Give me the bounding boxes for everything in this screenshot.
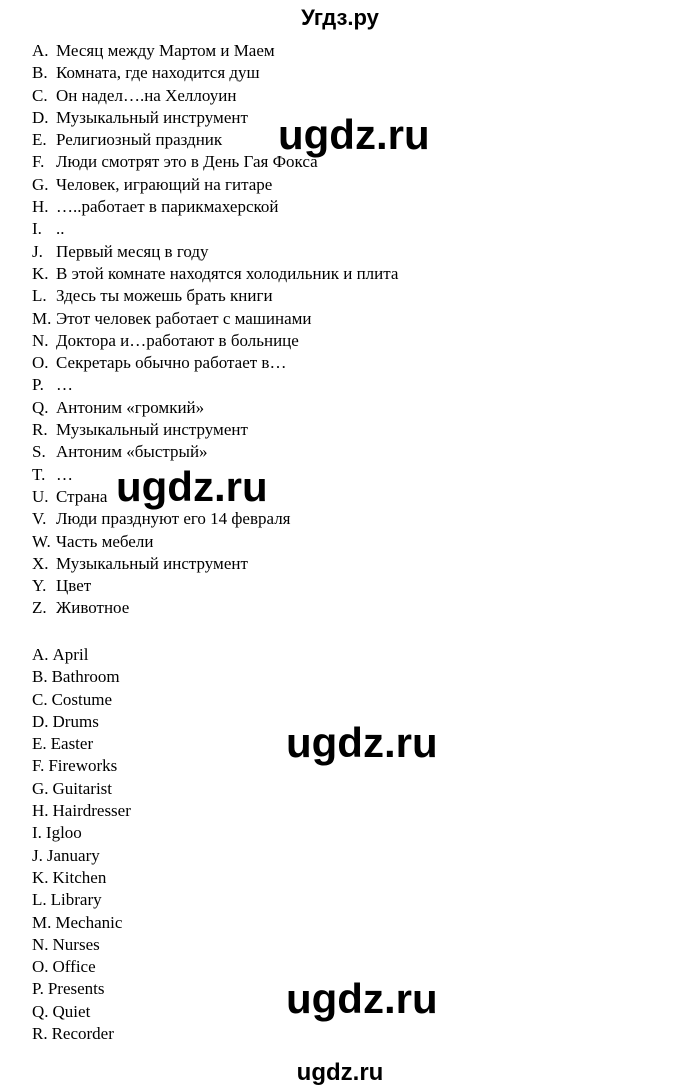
list-item [32,711,131,733]
list-item [32,285,398,307]
clue-text: Здесь ты можешь брать книги [56,286,273,306]
clue-letter: B. [32,63,48,83]
answer-letter: M. [32,912,52,932]
clue-text: Животное [56,598,130,618]
list-item [32,644,131,666]
list-item [32,218,398,240]
list-item [32,575,398,597]
list-item [32,62,398,84]
list-item [32,374,398,396]
clue-text: Люди смотрят это в День Гая Фокса [56,152,318,172]
clue-letter: F. [32,152,45,172]
clue-letter: Q. [32,397,49,417]
list-item [32,85,398,107]
page-footer-text: ugdz.ru [296,1059,384,1086]
answer-letter: Q. [32,1001,49,1021]
answer-text: Recorder [51,1024,114,1044]
list-item [32,397,398,419]
list-item [32,867,131,889]
answer-text: Fireworks [48,756,118,776]
list-item [32,889,131,911]
clue-letter: K. [32,263,49,283]
clue-text: Антоним «быстрый» [56,442,208,462]
list-item [32,597,398,619]
answer-text: Kitchen [52,867,107,887]
list-item [32,778,131,800]
list-item [32,800,131,822]
answer-letter: B. [32,667,48,687]
list-item [32,1001,131,1023]
clue-text: Месяц между Мартом и Маем [56,41,275,60]
clue-letter: T. [32,464,46,484]
clue-letter: V. [32,509,47,529]
answer-text: Nurses [52,934,100,954]
clue-text: Музыкальный инструмент [56,420,248,440]
list-item [32,733,131,755]
watermark: ugdz.ru [116,463,268,510]
list-item [32,912,131,934]
clue-text: Он надел….на Хеллоуин [56,85,237,105]
answer-text: Drums [52,711,99,731]
answer-letter: D. [32,711,49,731]
clue-text: Доктора и…работают в больнице [56,330,299,350]
clue-letter: D. [32,107,49,127]
list-item [32,553,398,575]
clue-letter: P. [32,375,44,395]
clue-text: Музыкальный инструмент [56,553,248,573]
clue-text: Часть мебели [56,531,154,551]
answer-text: Costume [51,689,113,709]
clue-letter: C. [32,85,48,105]
answer-text: Guitarist [52,778,113,798]
clue-letter: X. [32,553,49,573]
answer-text: April [52,645,89,664]
answer-letter: C. [32,689,48,709]
clue-text: Музыкальный инструмент [56,107,248,127]
answer-text: Hairdresser [52,801,131,821]
answer-letter: K. [32,867,49,887]
clue-text: Страна [56,486,108,506]
clue-letter: Z. [32,598,47,618]
clue-text: Комната, где находится душ [56,63,260,83]
answer-text: Igloo [45,823,82,843]
answer-letter: N. [32,934,49,954]
clue-letter: A. [32,41,49,60]
clue-letter: M. [32,308,52,328]
answer-text: Quiet [52,1001,91,1021]
list-item [32,531,398,553]
clue-letter: N. [32,330,49,350]
answer-text: Library [50,890,102,910]
clue-text: .. [56,219,65,239]
clue-letter: H. [32,197,49,217]
clue-text: Человек, играющий на гитаре [56,174,273,194]
list-item [32,196,398,218]
answers-list [32,644,131,1045]
list-item [32,241,398,263]
clue-letter: I. [32,219,42,239]
clue-text: Первый месяц в году [56,241,209,261]
answer-text: Presents [47,979,105,999]
list-item [32,845,131,867]
answer-letter: E. [32,734,47,754]
list-item [32,755,131,777]
list-item [32,689,131,711]
list-item [32,308,398,330]
clue-text: Люди празднуют его 14 февраля [56,509,291,529]
clue-text: Антоним «громкий» [56,397,205,417]
list-item [32,956,131,978]
clue-letter: E. [32,130,47,150]
list-item [32,330,398,352]
clue-letter: U. [32,486,49,506]
answer-letter: I. [32,823,42,843]
clue-text: Секретарь обычно работает в… [56,353,287,373]
answer-letter: O. [32,957,49,977]
clue-letter: R. [32,420,48,440]
page-header-title: Угдз.ру [301,5,379,30]
answer-text: Mechanic [55,912,123,932]
clue-text: Религиозный праздник [56,130,223,150]
clue-text: Этот человек работает с машинами [56,308,312,328]
list-item [32,419,398,441]
list-item [32,666,131,688]
watermark: ugdz.ru [278,111,430,158]
watermark: ugdz.ru [286,719,438,766]
clue-text: В этой комнате находятся холодильник и плита [56,263,399,283]
list-item [32,174,398,196]
answer-text: Office [52,957,96,977]
list-item [32,822,131,844]
answer-letter: P. [32,979,44,999]
answer-text: Easter [50,734,94,754]
clue-text: Цвет [56,576,92,596]
list-item [32,1023,131,1045]
answer-letter: R. [32,1024,48,1044]
clue-letter: Y. [32,576,47,596]
clue-letter: J. [32,241,43,261]
answer-text: January [46,845,100,865]
list-item [32,441,398,463]
answer-letter: L. [32,890,47,910]
clue-letter: S. [32,442,46,462]
answer-letter: G. [32,778,49,798]
answer-text: Bathroom [51,667,120,687]
clue-letter: G. [32,174,49,194]
clue-text: …..работает в парикмахерской [56,197,279,217]
answer-letter: A. [32,645,49,664]
list-item [32,978,131,1000]
answer-letter: J. [32,845,43,865]
list-item [32,263,398,285]
clue-letter: W. [32,531,51,551]
clue-letter: O. [32,353,49,373]
watermark: ugdz.ru [286,975,438,1022]
clue-text: … [56,375,73,395]
answer-letter: F. [32,756,45,776]
clue-text: … [56,464,73,484]
clue-letter: L. [32,286,47,306]
list-item [32,934,131,956]
list-item [32,508,398,530]
list-item [32,40,398,62]
list-item [32,352,398,374]
answer-letter: H. [32,801,49,821]
